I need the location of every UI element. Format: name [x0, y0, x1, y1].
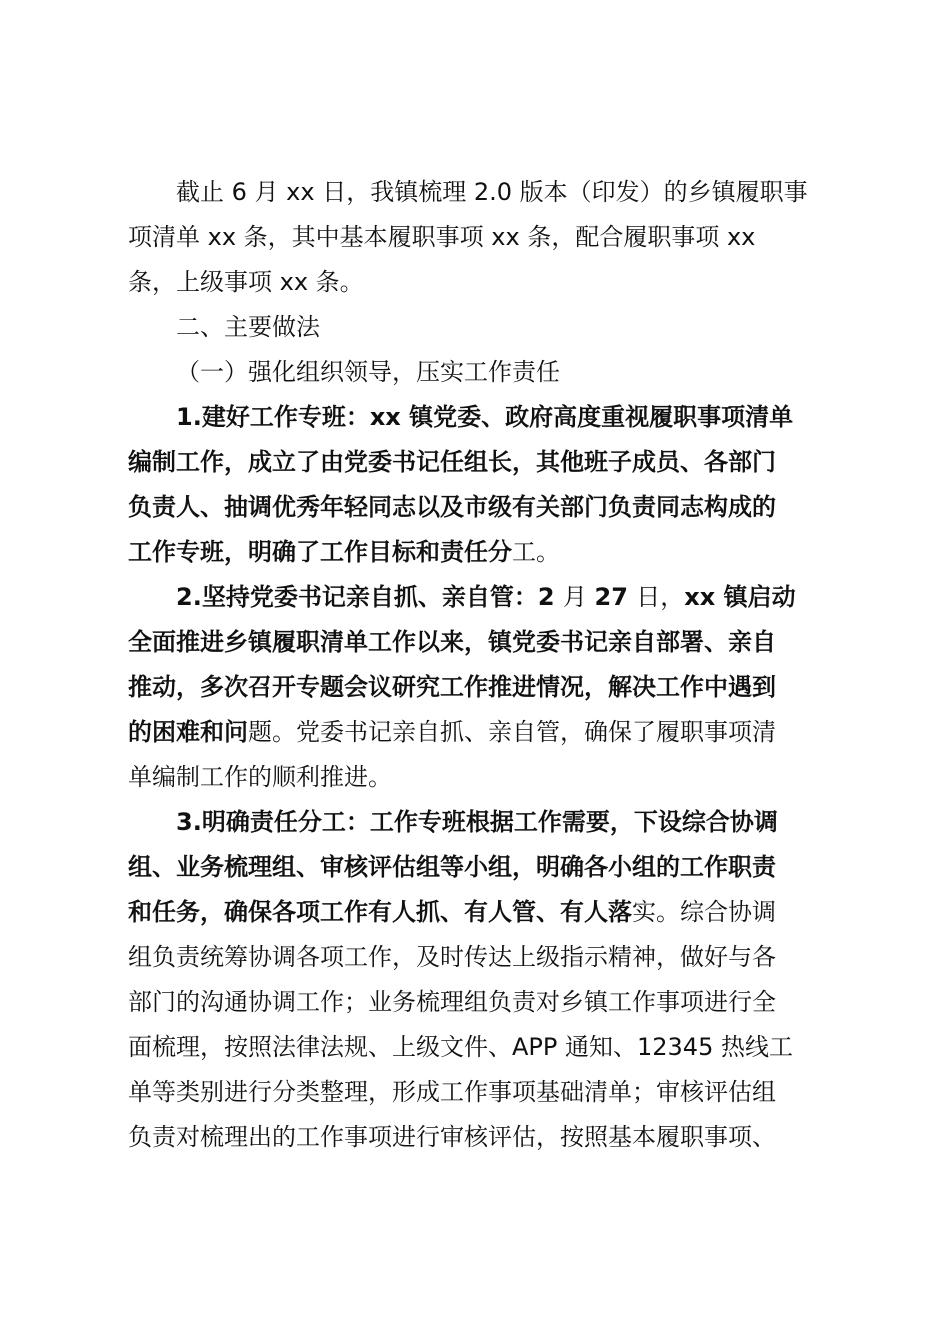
text-run: 负责对梳理出的工作事项进行审核评估，按照基本履职事项、 [128, 1123, 776, 1151]
paragraph-line [128, 530, 832, 575]
paragraph-line [128, 485, 832, 530]
text-run: 月 [562, 583, 595, 611]
bold-text-run: 负责人、抽调优秀年轻同志以及市级有关部门负责同志构成的 [128, 493, 776, 521]
bold-text-run: 27 [594, 583, 637, 611]
text-run: 日， [636, 583, 685, 611]
paragraph-line [128, 1115, 832, 1160]
text-run: 条，上级事项 xx 条。 [128, 268, 364, 296]
text-run: 工。 [512, 538, 560, 566]
text-run: 部门的沟通协调工作；业务梳理组负责对乡镇工作事项进行全 [128, 988, 776, 1016]
bold-text-run: 编制工作，成立了由党委书记任组长，其他班子成员、各部门 [128, 448, 776, 476]
paragraph-line [128, 665, 832, 710]
paragraph-line [128, 845, 832, 890]
heading-text: 二、主要做法 [176, 313, 320, 341]
bold-text-run: 推动，多次召开专题会议研究工作推进情况，解决工作中遇到 [128, 673, 776, 701]
heading-text: （一）强化组织领导，压实工作责任 [176, 358, 560, 386]
text-run: 组负责统筹协调各项工作，及时传达上级指示精神，做好与各 [128, 943, 776, 971]
text-run: 项清单 xx 条，其中基本履职事项 xx 条，配合履职事项 xx [128, 223, 756, 251]
bold-text-run: 2.坚持党委书记亲自抓、亲自管：2 [176, 583, 563, 611]
paragraph-line [128, 620, 832, 665]
paragraph-line [128, 395, 832, 440]
subsection-heading [128, 350, 832, 395]
bold-text-run: 的困难和问 [128, 718, 248, 746]
bold-text-run: 3.明确责任分工：工作专班根据工作需要，下设综合协调 [176, 808, 778, 836]
paragraph-line [128, 980, 832, 1025]
text-run: 单编制工作的顺利推进。 [128, 763, 392, 791]
bold-text-run: 组、业务梳理组、审核评估组等小组，明确各小组的工作职责 [128, 853, 776, 881]
paragraph-line [128, 170, 832, 215]
paragraph-line [128, 710, 832, 755]
paragraph-line [128, 1070, 832, 1115]
bold-text-run: 工作专班，明确了工作目标和责任分 [128, 538, 512, 566]
paragraph-line [128, 1025, 832, 1070]
paragraph-line [128, 260, 832, 305]
bold-text-run: xx 镇启动 [684, 583, 796, 611]
paragraph-line [128, 755, 832, 800]
paragraph-line [128, 440, 832, 485]
bold-text-run: 全面推进乡镇履职清单工作以来，镇党委书记亲自部署、亲自 [128, 628, 776, 656]
text-run: 实。综合协调 [632, 898, 776, 926]
paragraph-line [128, 935, 832, 980]
paragraph-line [128, 575, 832, 620]
text-run: 单等类别进行分类整理，形成工作事项基础清单；审核评估组 [128, 1078, 776, 1106]
text-run: 面梳理，按照法律法规、上级文件、APP 通知、12345 热线工 [128, 1033, 793, 1061]
text-run: 题。党委书记亲自抓、亲自管，确保了履职事项清 [248, 718, 776, 746]
bold-text-run: 1.建好工作专班：xx 镇党委、政府高度重视履职事项清单 [176, 403, 794, 431]
paragraph-line [128, 890, 832, 935]
section-heading [128, 305, 832, 350]
paragraph-line [128, 800, 832, 845]
text-run: 截止 6 月 xx 日，我镇梳理 2.0 版本（印发）的乡镇履职事 [176, 178, 808, 206]
paragraph-line [128, 215, 832, 260]
bold-text-run: 和任务，确保各项工作有人抓、有人管、有人落 [128, 898, 632, 926]
